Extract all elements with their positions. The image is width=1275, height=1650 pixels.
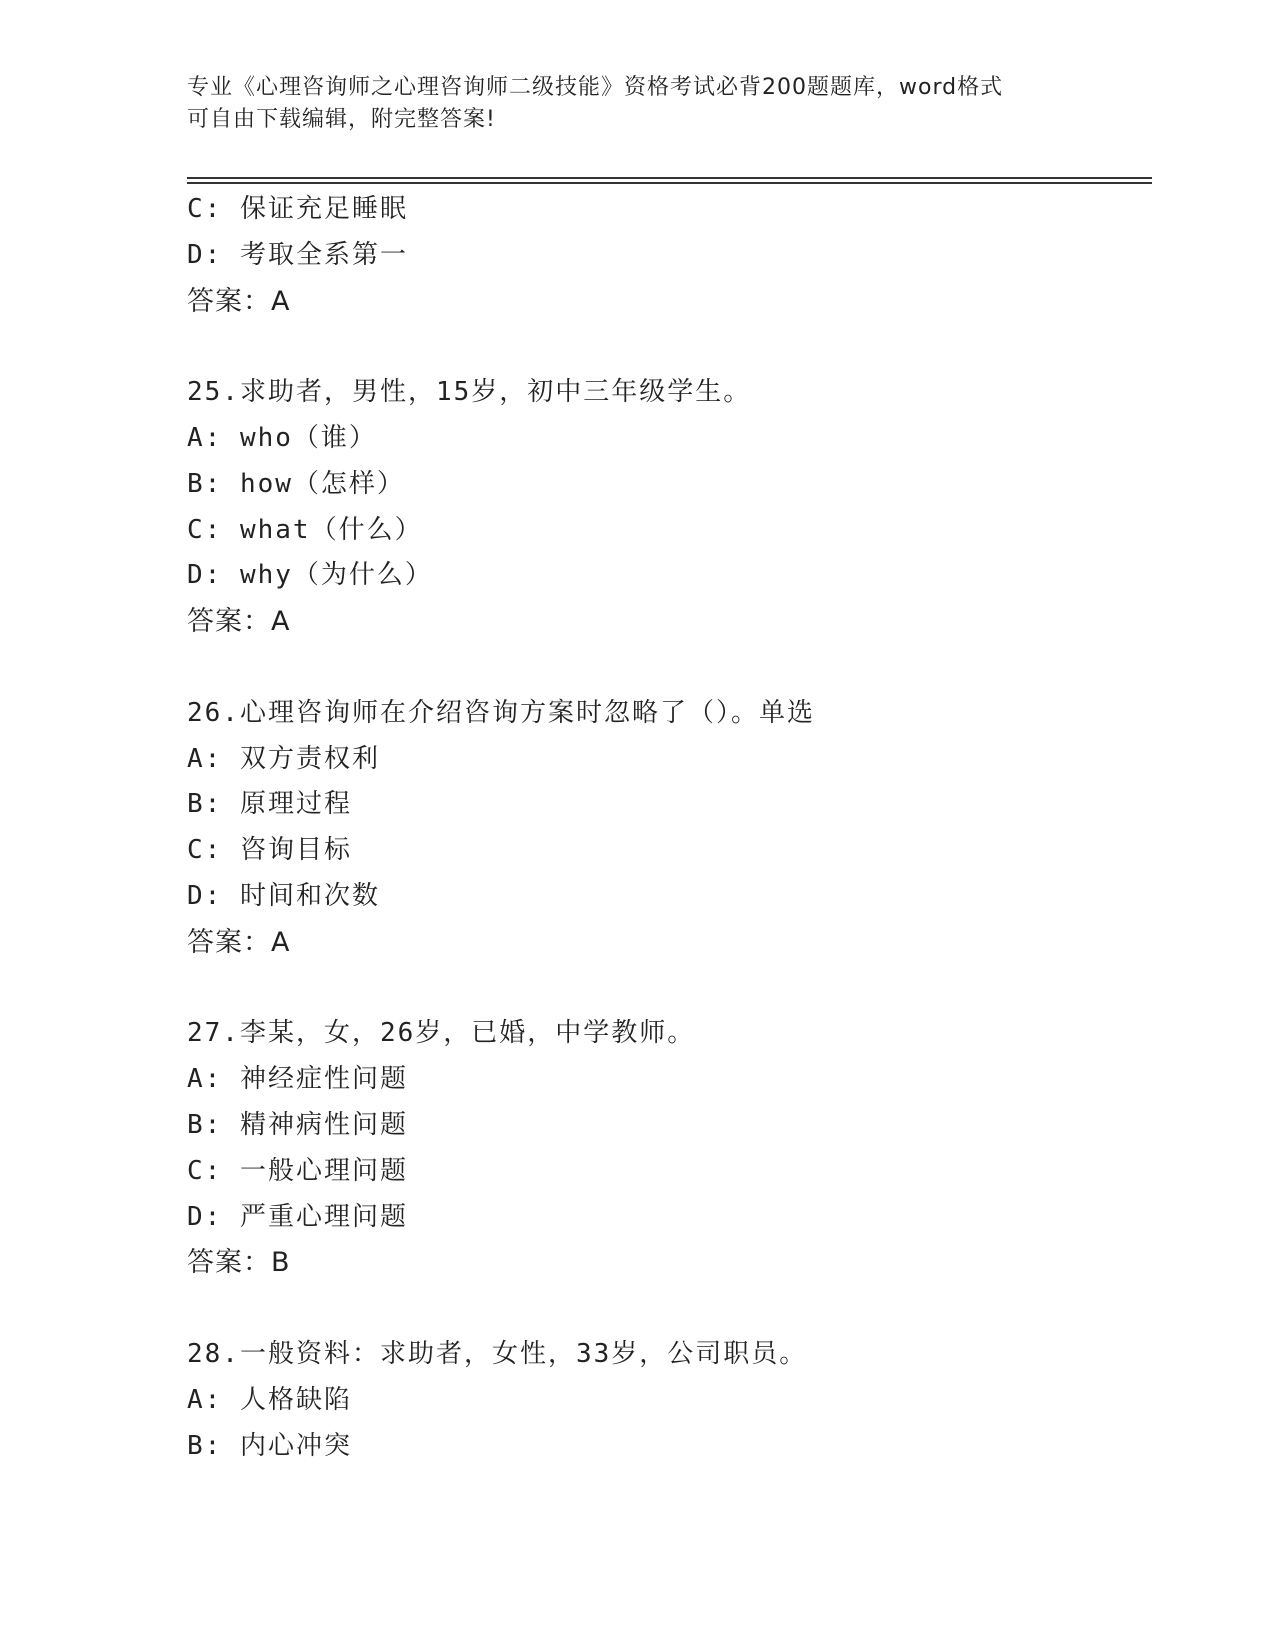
header-divider-bottom	[187, 182, 1152, 184]
question-27	[187, 1011, 1147, 1286]
option-a: A: who（谁）	[187, 422, 377, 453]
spacer	[187, 324, 1147, 370]
question-26	[187, 691, 1147, 966]
option-c: C: 一般心理问题	[187, 1155, 408, 1186]
option-d: D: 时间和次数	[187, 880, 380, 911]
document-header	[187, 72, 1107, 136]
question-24	[187, 187, 1147, 324]
option-c: C: 咨询目标	[187, 835, 352, 866]
question-stem: 25.求助者，男性，15岁，初中三年级学生。	[187, 377, 752, 408]
option-b: B: how（怎样）	[187, 468, 405, 499]
header-divider-top	[187, 177, 1152, 179]
option-b: B: 内心冲突	[187, 1430, 352, 1461]
header-title-line1: 专业《心理咨询师之心理咨询师二级技能》资格考试必背200题题库，word格式	[187, 75, 1004, 100]
option-b: B: 原理过程	[187, 789, 352, 820]
option-d: D: 考取全系第一	[187, 239, 408, 270]
option-a: A: 双方责权利	[187, 743, 380, 774]
option-a: A: 人格缺陷	[187, 1384, 352, 1415]
question-list	[187, 187, 1147, 1469]
spacer	[187, 645, 1147, 691]
question-stem: 27.李某，女，26岁，已婚，中学教师。	[187, 1018, 696, 1049]
spacer	[187, 966, 1147, 1012]
question-stem: 26.心理咨询师在介绍咨询方案时忽略了（）。单选	[187, 697, 815, 728]
option-c: C: 保证充足睡眠	[187, 194, 408, 224]
answer: 答案：A	[187, 926, 291, 958]
answer: 答案：A	[187, 285, 291, 317]
header-title-line2: 可自由下载编辑，附完整答案!	[187, 107, 496, 132]
option-c: C: what（什么）	[187, 514, 423, 545]
option-d: D: why（为什么）	[187, 560, 433, 591]
spacer	[187, 1286, 1147, 1332]
option-a: A: 神经症性问题	[187, 1064, 408, 1095]
answer: 答案：B	[187, 1247, 291, 1279]
question-25	[187, 370, 1147, 645]
question-28	[187, 1332, 1147, 1469]
option-d: D: 严重心理问题	[187, 1201, 408, 1232]
question-stem: 28.一般资料：求助者，女性，33岁，公司职员。	[187, 1338, 808, 1369]
option-b: B: 精神病性问题	[187, 1109, 408, 1140]
answer: 答案：A	[187, 606, 291, 638]
